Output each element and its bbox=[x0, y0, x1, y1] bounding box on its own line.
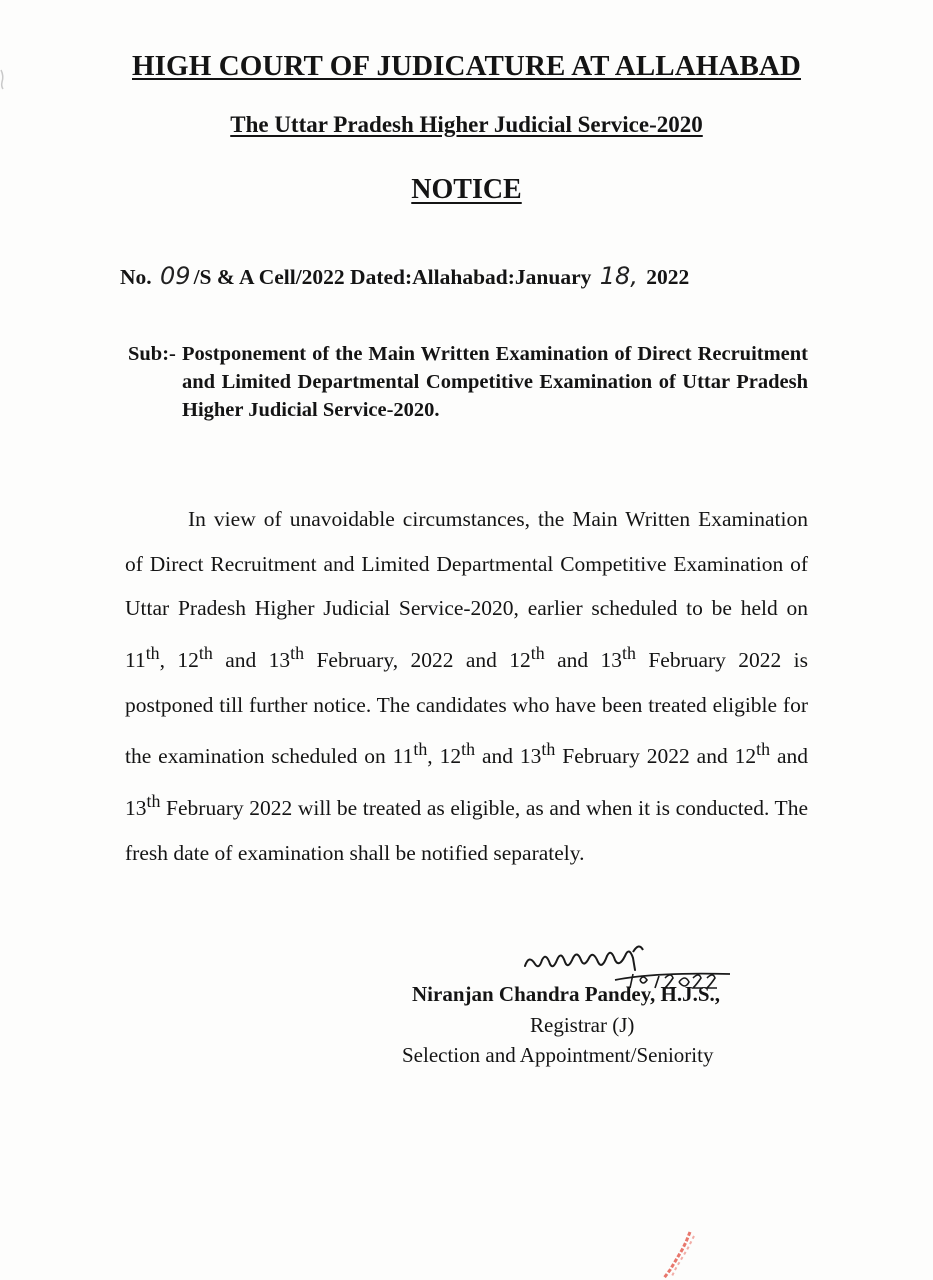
signature-block bbox=[380, 940, 850, 1080]
body-text: and 13 bbox=[544, 647, 622, 672]
signatory-designation: Registrar (J) bbox=[530, 1013, 635, 1037]
body-text: February 2022 and 12 bbox=[555, 744, 757, 769]
ordinal-suffix: th bbox=[461, 739, 476, 760]
body-paragraph bbox=[125, 497, 808, 875]
reference-number-suffix: /S & A Cell/2022 Dated:Allahabad:January bbox=[193, 265, 592, 289]
ordinal-suffix: th bbox=[756, 739, 771, 760]
reference-year: 2022 bbox=[646, 265, 690, 289]
body-text: , 12 bbox=[427, 744, 462, 769]
body-text: and 13 bbox=[125, 744, 809, 821]
stamp-mark bbox=[660, 1228, 700, 1280]
ordinal-suffix: th bbox=[198, 642, 213, 663]
subject-text: Postponement of the Main Written Examination of Direct Recruitment and Limited Departmental Competitive Examination of Uttar Pradesh Higher Judicial Service-2020. bbox=[182, 343, 808, 421]
ordinal-suffix: th bbox=[145, 642, 160, 663]
body-text: and 13 bbox=[475, 744, 542, 769]
ordinal-suffix: th bbox=[413, 739, 428, 760]
court-title: HIGH COURT OF JUDICATURE AT ALLAHABAD bbox=[132, 50, 801, 82]
subject-block bbox=[128, 340, 808, 424]
reference-number-handwritten: 09 bbox=[160, 262, 191, 290]
subject-label: Sub:- bbox=[128, 343, 176, 365]
body-text: In view of unavoidable circumstances, the Main Written Examination of Direct Recruitment and Limited Departmental Competitive Examination of Uttar Pradesh Higher Judicial Service-2020, earlier scheduled to be held on 11 bbox=[125, 507, 808, 672]
ordinal-suffix: th bbox=[146, 790, 161, 811]
ordinal-suffix: th bbox=[622, 642, 636, 663]
body-text: , 12 bbox=[159, 647, 199, 672]
reference-day-handwritten: 18, bbox=[599, 262, 638, 290]
body-text: February 2022 will be treated as eligible, as and when it is conducted. The fresh date of examination shall be notified separately. bbox=[125, 796, 808, 865]
ordinal-suffix: th bbox=[530, 642, 545, 663]
body-text: February 2022 is postponed till further notice. The candidates who have been treated eligible for the examination scheduled on 11 bbox=[125, 647, 809, 769]
ordinal-suffix: th bbox=[541, 739, 556, 760]
reference-line bbox=[120, 262, 835, 290]
signatory-name: Niranjan Chandra Pandey, H.J.S., bbox=[412, 982, 721, 1006]
reference-number-prefix: No. bbox=[120, 265, 152, 289]
service-title: The Uttar Pradesh Higher Judicial Service-2020 bbox=[230, 112, 703, 137]
notice-heading: NOTICE bbox=[411, 174, 522, 205]
signatory-office: Selection and Appointment/Seniority bbox=[402, 1043, 714, 1067]
ordinal-suffix: th bbox=[290, 642, 305, 663]
body-text: February, 2022 and 12 bbox=[304, 647, 531, 672]
body-text: and 13 bbox=[212, 647, 291, 672]
